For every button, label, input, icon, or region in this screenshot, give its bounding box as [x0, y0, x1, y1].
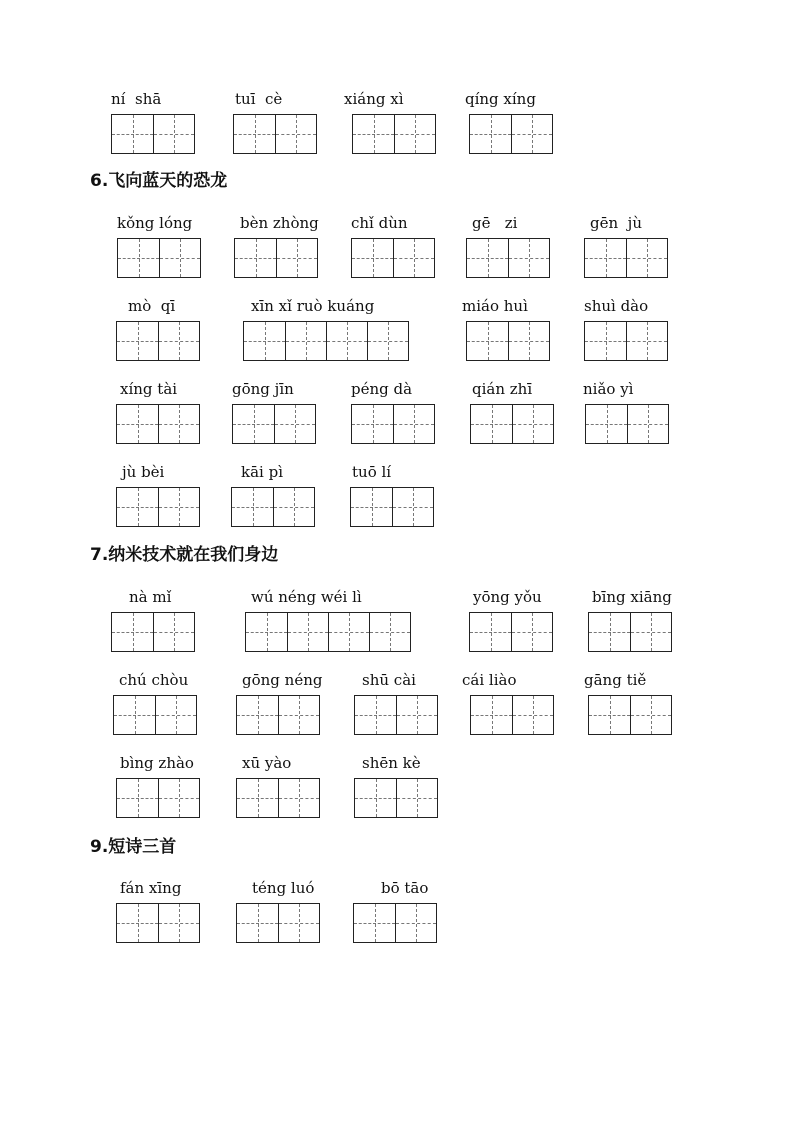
tianzige-cell[interactable]: [471, 696, 512, 734]
tianzige-cell[interactable]: [117, 779, 158, 817]
pinyin-label: chǐ dùn: [351, 214, 408, 232]
tianzige-cell[interactable]: [232, 488, 273, 526]
tianzige-cell[interactable]: [585, 322, 626, 360]
tianzige-cell[interactable]: [626, 322, 667, 360]
tianzige-cell[interactable]: [467, 239, 508, 277]
tianzige-cell[interactable]: [396, 779, 437, 817]
character-writing-boxes[interactable]: [470, 695, 554, 735]
pinyin-label: miáo huì: [462, 297, 528, 315]
tianzige-cell[interactable]: [508, 239, 549, 277]
tianzige-cell[interactable]: [244, 322, 285, 360]
tianzige-cell[interactable]: [112, 613, 153, 651]
tianzige-cell[interactable]: [511, 613, 552, 651]
pinyin-label: gōng néng: [242, 671, 323, 689]
tianzige-cell[interactable]: [351, 488, 392, 526]
character-writing-boxes[interactable]: [117, 238, 201, 278]
tianzige-cell[interactable]: [467, 322, 508, 360]
character-writing-boxes[interactable]: [584, 321, 668, 361]
pinyin-label: xīn xǐ ruò kuáng: [251, 297, 375, 315]
tianzige-cell[interactable]: [246, 613, 287, 651]
tianzige-cell[interactable]: [158, 405, 199, 443]
character-writing-boxes[interactable]: [111, 114, 195, 154]
tianzige-cell[interactable]: [369, 613, 410, 651]
tianzige-cell[interactable]: [287, 613, 328, 651]
section-heading-7: 7.纳米技术就在我们身边: [90, 545, 279, 565]
tianzige-cell[interactable]: [235, 239, 276, 277]
pinyin-label: shū cài: [362, 671, 416, 689]
pinyin-label: jù bèi: [122, 463, 165, 481]
tianzige-cell[interactable]: [394, 115, 435, 153]
character-writing-boxes[interactable]: [350, 487, 434, 527]
tianzige-cell[interactable]: [275, 115, 316, 153]
pinyin-label: xiáng xì: [344, 90, 404, 108]
tianzige-cell[interactable]: [158, 322, 199, 360]
pinyin-label: cái liào: [462, 671, 517, 689]
tianzige-cell[interactable]: [395, 904, 436, 942]
pinyin-label: bō tāo: [381, 879, 429, 897]
character-writing-boxes[interactable]: [245, 612, 411, 652]
tianzige-cell[interactable]: [117, 322, 158, 360]
character-writing-boxes[interactable]: [351, 404, 435, 444]
pinyin-label: gōng jīn: [232, 380, 294, 398]
pinyin-label: nà mǐ: [129, 588, 172, 606]
pinyin-label: shēn kè: [362, 754, 421, 772]
character-writing-boxes[interactable]: [585, 404, 669, 444]
tianzige-cell[interactable]: [117, 904, 158, 942]
tianzige-cell[interactable]: [114, 696, 155, 734]
tianzige-cell[interactable]: [158, 779, 199, 817]
tianzige-cell[interactable]: [159, 239, 200, 277]
pinyin-label: kāi pì: [241, 463, 283, 481]
character-writing-boxes[interactable]: [354, 778, 438, 818]
pinyin-label: wú néng wéi lì: [251, 588, 362, 606]
tianzige-cell[interactable]: [396, 696, 437, 734]
tianzige-cell[interactable]: [278, 696, 319, 734]
tianzige-cell[interactable]: [511, 115, 552, 153]
tianzige-cell[interactable]: [352, 405, 393, 443]
tianzige-cell[interactable]: [626, 239, 667, 277]
tianzige-cell[interactable]: [393, 405, 434, 443]
tianzige-cell[interactable]: [276, 239, 317, 277]
pinyin-label: bìng zhào: [120, 754, 194, 772]
pinyin-label: gēn jù: [590, 214, 642, 232]
pinyin-label: gāng tiě: [584, 671, 647, 689]
tianzige-cell[interactable]: [118, 239, 159, 277]
tianzige-cell[interactable]: [273, 488, 314, 526]
tianzige-cell[interactable]: [589, 613, 630, 651]
character-writing-boxes[interactable]: [116, 321, 200, 361]
pinyin-label: xíng tài: [120, 380, 178, 398]
tianzige-cell[interactable]: [158, 904, 199, 942]
tianzige-cell[interactable]: [237, 696, 278, 734]
character-writing-boxes[interactable]: [116, 903, 200, 943]
tianzige-cell[interactable]: [589, 696, 630, 734]
tianzige-cell[interactable]: [352, 239, 393, 277]
tianzige-cell[interactable]: [392, 488, 433, 526]
tianzige-cell[interactable]: [233, 405, 274, 443]
character-writing-boxes[interactable]: [584, 238, 668, 278]
tianzige-cell[interactable]: [158, 488, 199, 526]
character-writing-boxes[interactable]: [469, 114, 553, 154]
tianzige-cell[interactable]: [393, 239, 434, 277]
character-writing-boxes[interactable]: [116, 404, 200, 444]
pinyin-label: bèn zhòng: [240, 214, 319, 232]
tianzige-cell[interactable]: [326, 322, 367, 360]
pinyin-label: mò qī: [128, 297, 176, 315]
pinyin-label: téng luó: [252, 879, 315, 897]
character-writing-boxes[interactable]: [466, 238, 550, 278]
tianzige-cell[interactable]: [367, 322, 408, 360]
pinyin-label: tuī cè: [235, 90, 283, 108]
pinyin-label: niǎo yì: [583, 380, 634, 398]
tianzige-cell[interactable]: [512, 696, 553, 734]
pinyin-label: qíng xíng: [465, 90, 536, 108]
section-heading-6: 6.飞向蓝天的恐龙: [90, 171, 228, 191]
tianzige-cell[interactable]: [237, 779, 278, 817]
character-writing-boxes[interactable]: [469, 612, 553, 652]
tianzige-cell[interactable]: [586, 405, 627, 443]
tianzige-cell[interactable]: [355, 779, 396, 817]
tianzige-cell[interactable]: [508, 322, 549, 360]
tianzige-cell[interactable]: [278, 779, 319, 817]
character-writing-boxes[interactable]: [588, 695, 672, 735]
character-writing-boxes[interactable]: [236, 778, 320, 818]
tianzige-cell[interactable]: [153, 613, 194, 651]
tianzige-cell[interactable]: [117, 405, 158, 443]
character-writing-boxes[interactable]: [231, 487, 315, 527]
tianzige-cell[interactable]: [153, 115, 194, 153]
character-writing-boxes[interactable]: [352, 114, 436, 154]
pinyin-label: qián zhī: [472, 380, 533, 398]
character-writing-boxes[interactable]: [116, 487, 200, 527]
tianzige-cell[interactable]: [512, 405, 553, 443]
character-writing-boxes[interactable]: [236, 903, 320, 943]
character-writing-boxes[interactable]: [234, 238, 318, 278]
tianzige-cell[interactable]: [155, 696, 196, 734]
tianzige-cell[interactable]: [355, 696, 396, 734]
tianzige-cell[interactable]: [274, 405, 315, 443]
character-writing-boxes[interactable]: [233, 114, 317, 154]
character-writing-boxes[interactable]: [113, 695, 197, 735]
tianzige-cell[interactable]: [278, 904, 319, 942]
tianzige-cell[interactable]: [354, 904, 395, 942]
character-writing-boxes[interactable]: [353, 903, 437, 943]
character-writing-boxes[interactable]: [588, 612, 672, 652]
tianzige-cell[interactable]: [627, 405, 668, 443]
tianzige-cell[interactable]: [328, 613, 369, 651]
tianzige-cell[interactable]: [353, 115, 394, 153]
pinyin-label: gē zi: [472, 214, 518, 232]
pinyin-label: fán xīng: [120, 879, 182, 897]
character-writing-boxes[interactable]: [116, 778, 200, 818]
tianzige-cell[interactable]: [237, 904, 278, 942]
tianzige-cell[interactable]: [234, 115, 275, 153]
pinyin-label: xū yào: [242, 754, 292, 772]
tianzige-cell[interactable]: [117, 488, 158, 526]
pinyin-label: bīng xiāng: [592, 588, 672, 606]
tianzige-cell[interactable]: [470, 613, 511, 651]
pinyin-label: yōng yǒu: [473, 588, 542, 606]
tianzige-cell[interactable]: [471, 405, 512, 443]
character-writing-boxes[interactable]: [351, 238, 435, 278]
tianzige-cell[interactable]: [112, 115, 153, 153]
pinyin-label: tuō lí: [352, 463, 392, 481]
character-writing-boxes[interactable]: [470, 404, 554, 444]
character-writing-boxes[interactable]: [236, 695, 320, 735]
pinyin-label: kǒng lóng: [117, 214, 193, 232]
character-writing-boxes[interactable]: [243, 321, 409, 361]
pinyin-label: shuì dào: [584, 297, 649, 315]
pinyin-label: ní shā: [111, 90, 162, 108]
tianzige-cell[interactable]: [285, 322, 326, 360]
pinyin-label: chú chòu: [119, 671, 189, 689]
tianzige-cell[interactable]: [470, 115, 511, 153]
character-writing-boxes[interactable]: [232, 404, 316, 444]
tianzige-cell[interactable]: [585, 239, 626, 277]
tianzige-cell[interactable]: [630, 613, 671, 651]
pinyin-label: péng dà: [351, 380, 413, 398]
tianzige-cell[interactable]: [630, 696, 671, 734]
character-writing-boxes[interactable]: [466, 321, 550, 361]
character-writing-boxes[interactable]: [354, 695, 438, 735]
character-writing-boxes[interactable]: [111, 612, 195, 652]
section-heading-9: 9.短诗三首: [90, 837, 177, 857]
